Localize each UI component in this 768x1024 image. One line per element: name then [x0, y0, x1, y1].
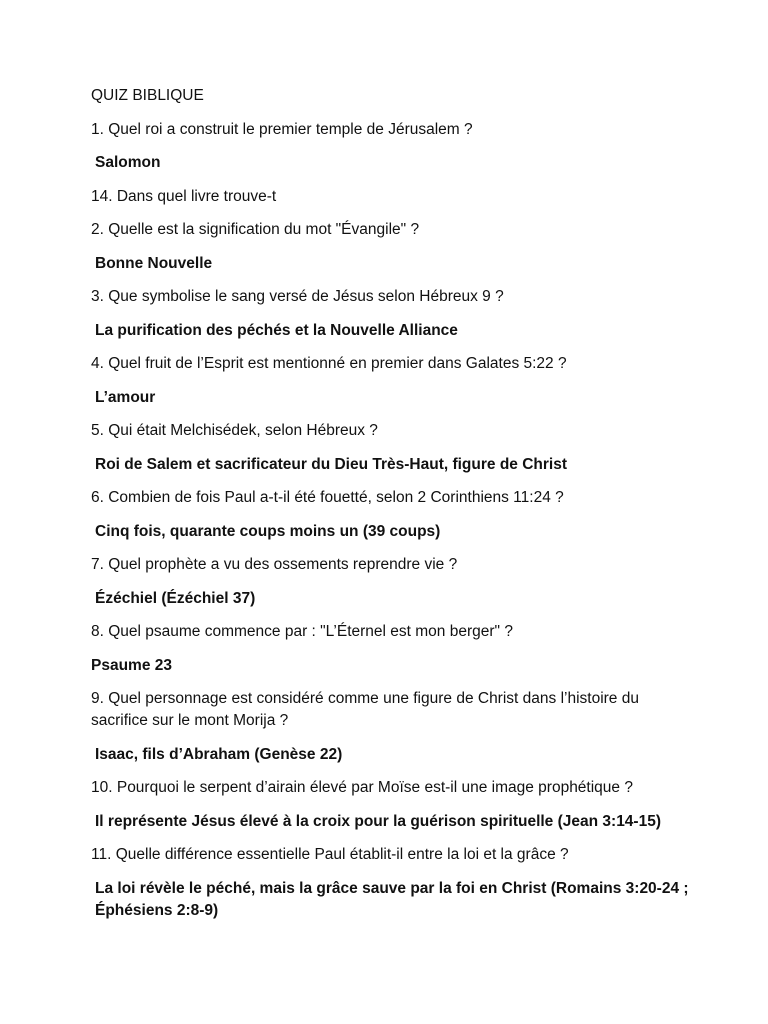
answer-3: La purification des péchés et la Nouvelle Alliance [95, 321, 458, 339]
question-5: 5. Qui était Melchisédek, selon Hébreux ? [91, 422, 378, 439]
question-8: 8. Quel psaume commence par : "L’Éternel est mon berger" ? [91, 623, 513, 640]
question-3: 3. Que symbolise le sang versé de Jésus selon Hébreux 9 ? [91, 288, 504, 305]
question-11: 11. Quelle différence essentielle Paul établit-il entre la loi et la grâce ? [91, 846, 569, 863]
question-2: 2. Quelle est la signification du mot "Évangile" ? [91, 221, 420, 238]
question-9: 9. Quel personnage est considéré comme une figure de Christ dans l’histoire du sacrifice sur le mont Morija ? [91, 690, 639, 729]
question-1: 1. Quel roi a construit le premier temple de Jérusalem ? [91, 120, 473, 138]
answer-10: Il représente Jésus élevé à la croix pour la guérison spirituelle (Jean 3:14-15) [95, 812, 661, 830]
answer-7: Ézéchiel (Ézéchiel 37) [95, 589, 256, 607]
answer-11: La loi révèle le péché, mais la grâce sauve par la foi en Christ (Romains 3:20-24 ; Éphésiens 2:8-9) [95, 879, 689, 919]
answer-9: Isaac, fils d’Abraham (Genèse 22) [95, 745, 343, 763]
answer-2: Bonne Nouvelle [95, 254, 213, 272]
question-4: 4. Quel fruit de l’Esprit est mentionné en premier dans Galates 5:22 ? [91, 355, 567, 372]
document-page [91, 85, 691, 933]
question-7: 7. Quel prophète a vu des ossements reprendre vie ? [91, 556, 458, 573]
question-14-fragment: 14. Dans quel livre trouve-t [91, 187, 277, 205]
answer-8: Psaume 23 [91, 656, 172, 674]
question-6: 6. Combien de fois Paul a-t-il été fouetté, selon 2 Corinthiens 11:24 ? [91, 489, 564, 506]
answer-1: Salomon [95, 154, 161, 171]
question-10: 10. Pourquoi le serpent d’airain élevé par Moïse est-il une image prophétique ? [91, 779, 633, 796]
answer-5: Roi de Salem et sacrificateur du Dieu Très-Haut, figure de Christ [95, 455, 568, 473]
answer-6: Cinq fois, quarante coups moins un (39 coups) [95, 522, 441, 540]
document-title: QUIZ BIBLIQUE [91, 87, 204, 104]
answer-4: L’amour [95, 388, 156, 406]
